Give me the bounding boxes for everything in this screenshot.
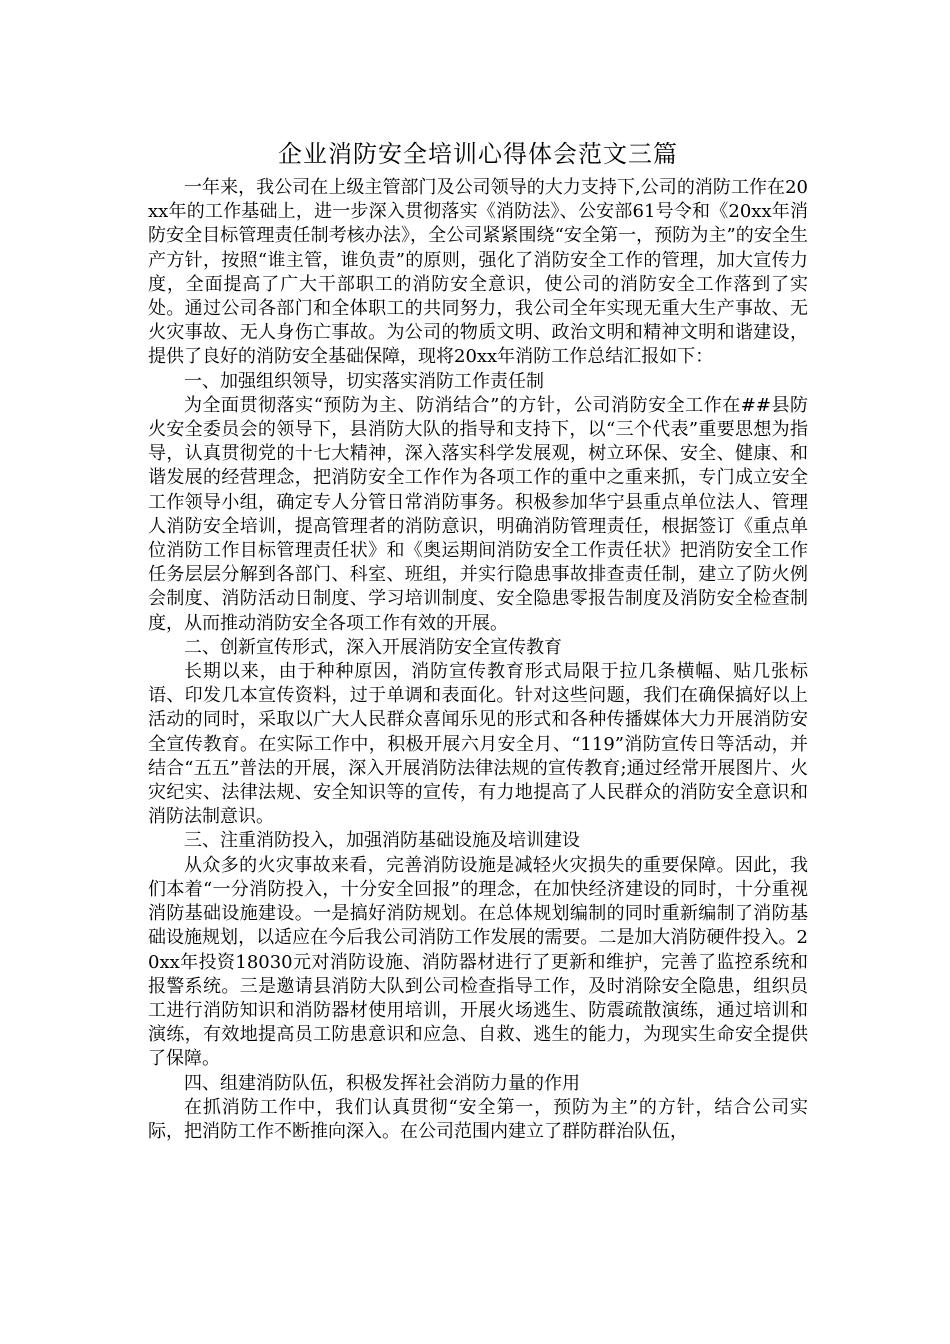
section-heading-4: 四、组建消防队伍，积极发挥社会消防力量的作用 — [184, 1072, 580, 1094]
paragraph-section-1: 为全面贯彻落实“预防为主、防消结合”的方针，公司消防安全工作在##县防火安全委员会的领导下，县消防大队的指导和支持下，以“三个代表”重要思想为指导，认真贯彻党的十七大精神，深入落实科学发展观，树立环保、安全、健康、和谐发展的经营理念，把消防安全工作作为各项工作的重中之重来抓，专门成立安全工作领导小组，确定专人分管日常消防事务。积极参加华宁县重点单位法人、管理人消防安全培训，提高管理者的消防意识，明确消防管理责任，根据签订《重点单位消防工作目标管理责任状》和《奥运期间消防安全工作责任状》把消防安全工作任务层层分解到各部门、科室、班组，并实行隐患事故排查责任制，建立了防火例会制度、消防活动日制度、学习培训制度、安全隐患零报告制度及消防安全检查制度，从而推动消防安全各项工作有效的开展。 — [148, 394, 808, 634]
paragraph-section-3: 从众多的火灾事故来看，完善消防设施是减轻火灾损失的重要保障。因此，我们本着“一分消防投入，十分安全回报”的理念，在加快经济建设的同时，十分重视消防基础设施建设。一是搞好消防规划。在总体规划编制的同时重新编制了消防基础设施规划，以适应在今后我公司消防工作发展的需要。二是加大消防硬件投入。20xx年投资18030元对消防设施、消防器材进行了更新和维护，完善了监控系统和报警系统。三是邀请县消防大队到公司检查指导工作，及时消除安全隐患，组织员工进行消防知识和消防器材使用培训，开展火场逃生、防震疏散演练，通过培训和演练，有效地提高员工防患意识和应急、自救、逃生的能力，为现实生命安全提供了保障。 — [148, 854, 808, 1070]
section-heading-1: 一、加强组织领导，切实落实消防工作责任制 — [184, 370, 544, 392]
paragraph-section-2: 长期以来，由于种种原因，消防宣传教育形式局限于拉几条横幅、贴几张标语、印发几本宣传资料，过于单调和表面化。针对这些问题，我们在确保搞好以上活动的同时，采取以广大人民群众喜闻乐见的形式和各种传播媒体大力开展消防安全宣传教育。在实际工作中，积极开展六月安全月、“119”消防宣传日等活动，并结合“五五”普法的开展，深入开展消防法律法规的宣传教育;通过经常开展图片、火灾纪实、法律法规、安全知识等的宣传，有力地提高了人民群众的消防安全意识和消防法制意识。 — [148, 661, 808, 828]
document-title: 企业消防安全培训心得体会范文三篇 — [278, 140, 678, 168]
section-heading-2: 二、创新宣传形式，深入开展消防安全宣传教育 — [184, 636, 562, 658]
document-page — [148, 136, 808, 1144]
section-heading-3: 三、注重消防投入，加强消防基础设施及培训建设 — [184, 830, 580, 852]
document-body — [148, 176, 808, 1144]
paragraph-section-4: 在抓消防工作中，我们认真贯彻“安全第一，预防为主”的方针，结合公司实际，把消防工作不断推向深入。在公司范围内建立了群防群治队伍， — [148, 1096, 808, 1142]
paragraph-intro: 一年来，我公司在上级主管部门及公司领导的大力支持下,公司的消防工作在20xx年的工作基础上，进一步深入贯彻落实《消防法》、公安部61号令和《20xx年消防安全目标管理责任制考核办法》，全公司紧紧围绕“安全第一，预防为主”的安全生产方针，按照“谁主管，谁负责”的原则，强化了消防安全工作的管理，加大宣传力度，全面提高了广大干部职工的消防安全意识，使公司的消防安全工作落到了实处。通过公司各部门和全体职工的共同努力，我公司全年实现无重大生产事故、无火灾事故、无人身伤亡事故。为公司的物质文明、政治文明和精神文明和谐建设，提供了良好的消防安全基础保障，现将20xx年消防工作总结汇报如下： — [148, 177, 808, 368]
